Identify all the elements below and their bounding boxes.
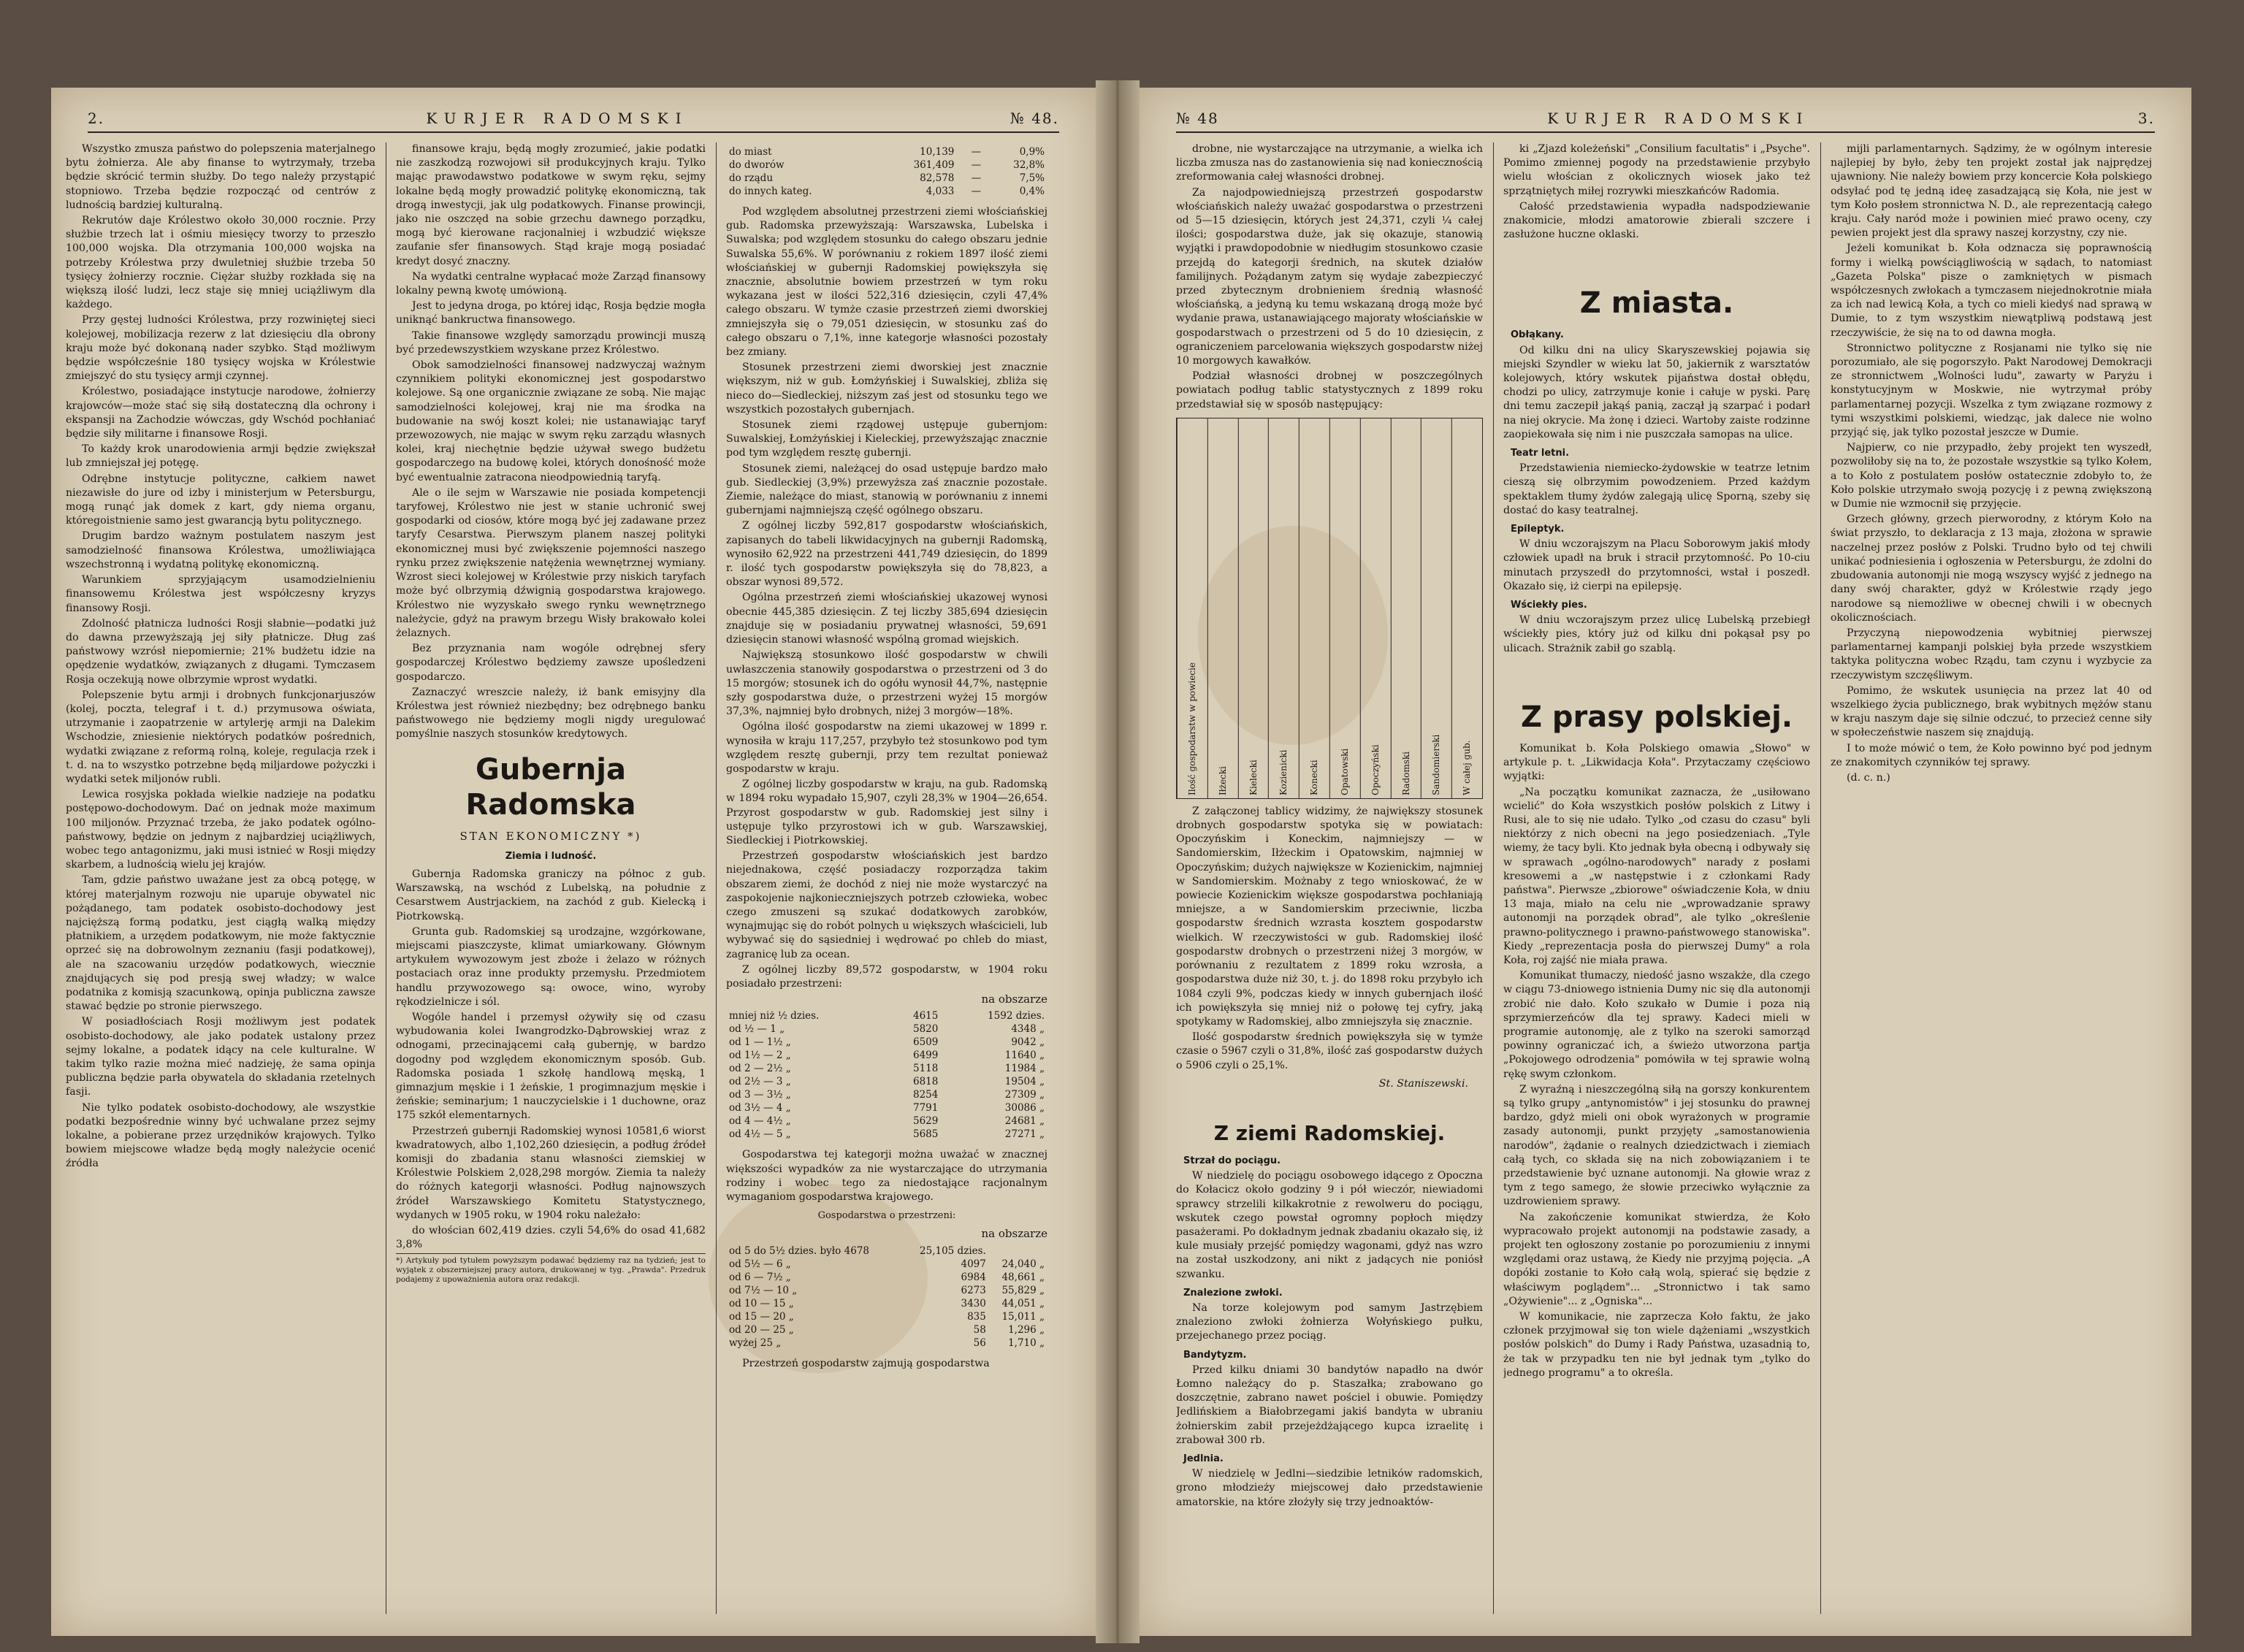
- table-cell: od 1½ — 2 „: [729, 1049, 791, 1062]
- paragraph: Zaznaczyć wreszcie należy, iż bank emisyjny dla Królestwa jest również niezbędny; bez odrębnego banku państwowego nie będziemy mogli nigdy uregulować pomyślnie naszych stosunków kredytowych.: [396, 686, 706, 741]
- paragraph: do włościan 602,419 dzies. czyli 54,6% do osad 41,682 3,8%: [396, 1225, 706, 1251]
- table-row: [726, 1075, 1047, 1088]
- table-cell: od 3½ — 4 „: [729, 1102, 791, 1114]
- table-cell: 58: [973, 1323, 986, 1336]
- table-cell: 25,105 dzies.: [920, 1244, 986, 1257]
- paragraph: Odrębne instytucje polityczne, całkiem nawet niezawisłe do jure od izby i ministerjum w Petersburgu, mogą runąć jak domek z kart, gdy niema organu, któregoistnienie samo jest gwarancją bytu politycznego.: [66, 473, 375, 527]
- table-row: [726, 1244, 1047, 1258]
- masthead: KURJER RADOMSKI: [426, 110, 689, 127]
- table-row: [726, 1128, 1047, 1141]
- paragraph: Tam, gdzie państwo uważane jest za obcą potęgę, w której materjalnym rozwoju nie uparuje obywatel nic pożądanego, tam podatek osobisto-dochodowy jest najcięższą formą podatku, jest ciągłą walką między płatnikiem, a urzędem podatkowym, nie może faktycznie oprzeć się na dobrowolnym zeznaniu (fasji podatkowej), ale na szacowaniu urzędów podatkowych, wiecznie znajdujących się pod presją swej władzy; w walce podatnika z komisją szacunkową, opinja publiczna zawsze stawać będzie po stronie pierwszego.: [66, 874, 375, 1013]
- paragraph: Podział własności drobnej w poszczególnych powiatach podług tablic statystycznych z 1899 roku przedstawiał się w sposób następujący:: [1176, 370, 1483, 410]
- table-column-header: Kozienicki: [1268, 418, 1299, 798]
- book-gutter: [1096, 80, 1140, 1643]
- table-cell: od 4 — 4½ „: [729, 1115, 791, 1128]
- table-cell: 55,829 „: [1001, 1284, 1045, 1296]
- news-heading: Bandytyzm.: [1183, 1349, 1247, 1361]
- paragraph: Wszystko zmusza państwo do polepszenia materjalnego bytu żołnierza. Ale aby finanse to wytrzymały, trzeba będzie skrócić termin służby. Do tego należy przystąpić stopniowo. Trzeba będzie rozpocząć od centrów z ludnością bardziej kulturalną.: [66, 143, 375, 211]
- article-subtitle: STAN EKONOMICZNY *): [459, 829, 642, 843]
- table-cell: —: [971, 146, 982, 158]
- paragraph: Pomimo, że wskutek usunięcia na przez lat 40 od wszelkiego życia publicznego, brak wybitnych mężów stanu w kraju naszym daje się silnie odczuć, to przecież cenne siły w społeczeństwie naszem się znajdują.: [1831, 684, 2152, 739]
- paragraph: Warunkiem sprzyjającym usamodzielnieniu finansowemu Królestwa jest współczesny kryzys finansowy Rosji.: [66, 574, 375, 614]
- table-row: [726, 1049, 1047, 1062]
- table-row: [726, 145, 1047, 158]
- page-header: [1176, 110, 2155, 133]
- table-cell: 1,710 „: [1008, 1336, 1045, 1349]
- left-page: [51, 88, 1096, 1636]
- table-cell: od 1 — 1½ „: [729, 1036, 791, 1049]
- table-cell: od 2 — 2½ „: [729, 1063, 791, 1075]
- table-cell: 5629: [913, 1115, 939, 1128]
- table-cell: od 4½ — 5 „: [729, 1128, 791, 1141]
- paragraph: Grzech główny, grzech pierworodny, z którym Koło na świat przyszło, to deklaracja z 13 maja, złożona w sprawie naczelnej przez posłów z Polski. Trudno było od tej chwili unikać podniesienia i ogłoszenia w Petersburgu, że zdolni do zbudowania autonomji nie mogą wszyscy wyjść z jednego na dany swój charakter, gdyż w Królestwie rządy jego narodowe są niemożliwe w obecnej chwili i w obecnych okolicznościach.: [1831, 513, 2152, 624]
- table-cell: 11984 „: [1004, 1063, 1045, 1075]
- paragraph: Na torze kolejowym pod samym Jastrzębiem znaleziono zwłoki żołnierza Wołyńskiego pułku, przejechanego przez pociąg.: [1176, 1301, 1483, 1342]
- table-cell: 4,033: [926, 186, 955, 197]
- news-heading: Wściekły pies.: [1511, 600, 1587, 611]
- table-row: [726, 158, 1047, 172]
- table-cell: 5820: [913, 1023, 939, 1036]
- table-cell: 24681 „: [1004, 1115, 1045, 1128]
- news-heading: Jedlnia.: [1183, 1453, 1224, 1464]
- table-cell: od 5½ — 6 „: [729, 1258, 791, 1270]
- table-cell: od 10 — 15 „: [729, 1297, 794, 1309]
- news-heading: Teatr letni.: [1511, 448, 1570, 459]
- table-column-header: W całej gub.: [1451, 418, 1482, 798]
- paragraph: Najpierw, co nie przypadło, żeby projekt ten wyszedł, pozwoliłoby się na to, że pozostałe wszystkie są tylko Kołem, a to Koło z postulatem posłów ostatecznie zdobyło to, że Koło polskie utrzymało swoją pozycję i z pewną zwiększoną w Dumie nie wzmocnił się przyjęcie.: [1831, 442, 2152, 510]
- table-cell: 6499: [913, 1049, 939, 1062]
- paragraph: Rekrutów daje Królestwo około 30,000 rocznie. Przy służbie trzech lat i ośmiu miesięcy tworzy to przeszło 100,000 wojska. Dla otrzymania 100,000 wojska na potrzeby Królestwa przy dwuletniej służbie trzeba 50 tysięcy żołnierzy rocznie. Ciężar służby rozkłada się na większą ilość ludzi, lecz staje się mniej uciążliwym dla każdego.: [66, 215, 375, 311]
- paragraph: Przed kilku dniami 30 bandytów napadło na dwór Łomno należący do p. Staszałka; zrabowano go doszczętnie, zabrano nawet pościel i obuwie. Pomiędzy Jedlińskiem a Białobrzegami jakiś bandyta w ubraniu żołnierskim zabił przejeżdżającego kupca izraelitę i zrabował 300 rb.: [1176, 1364, 1483, 1446]
- table-cell: 19504 „: [1004, 1076, 1045, 1088]
- column-2: [396, 142, 706, 1614]
- table-column-header: Opatowski: [1329, 418, 1360, 798]
- table-cell: 6818: [913, 1076, 939, 1088]
- right-page: [1140, 88, 2191, 1636]
- table-cell: 6273: [961, 1284, 986, 1296]
- column-1: [1176, 142, 1483, 1614]
- paragraph: „Na początku komunikat zaznacza, że „usiłowano wcielić" do Koła wszystkich posłów polskich z Litwy i Rusi, ale to się nie udało. Tylko „od czasu do czasu" byli niektórzy z nich obecni na jego posiedzeniach. „Tyle wiemy, że tacy byli. Kto jednak była obecną i odbywały się w sprawach „ogólno-narodowych" narady z posłami kresowemi a „w następstwie i z członkami Rady państwa". Pierwsze „zbiorowe" oświadczenie Koła, w dniu 13 maja, miało na celu nie „wprowadzanie sprawy autonomji na porządek obrad", ale tylko „określenie prawno-politycznego i prawno-państwowego stanowiska". Kiedy „reprezentacja posła do pierwszej Dumy" a rola Koła, roj zajść nie miała prawa.: [1503, 786, 1810, 966]
- paragraph: Z załączonej tablicy widzimy, że największy stosunek drobnych gospodarstw spotyka się w powiatach: Opoczyńskim i Koneckim, najmniejszy — w Sandomierskim, Iłżeckim i Opatowskim, najmniej w Opoczyńskim; dużych największe w Kozienickim, najmniej w Sandomierskim. Możnaby z tego wnioskować, że w powiecie Kozienickim większe gospodarstwa pochłaniają mniejsze, a w Sandomierskim przeciwnie, liczba gospodarstw średnich wzrasta kosztem gospodarstw wielkich. W rzeczywistości w gub. Radomskiej ilość gospodarstw drobnych o przestrzeni niżej 3 morgów, w porównaniu z rezultatem z 1899 roku wzrosła, a gospodarstwa duże niż 30, t. j. do 1898 roku przybyło ich 1084 czyli 9%, podczas kiedy w innych gubernjach ilość ich powiększyła się mniej niż o połowę tej cyfry, jaką spotykamy w Radomskiej, albo zmniejszyła się znacznie.: [1176, 805, 1483, 1028]
- table-cell: 7791: [913, 1102, 939, 1114]
- table-row: [726, 1284, 1047, 1297]
- paragraph: W dniu wczorajszym na Placu Soborowym jakiś młody człowiek upadł na bruk i stracił przytomność. Po 10-ciu minutach przyszedł do przytomności, wstał i poszedł. Okazało się, iż cierpi na epilepsję.: [1503, 538, 1810, 592]
- paragraph: W dniu wczorajszym przez ulicę Lubelską przebiegł wściekły pies, który już od kilku dni pokąsał psy po ulicach. Strażnik zabił go szablą.: [1503, 614, 1810, 654]
- paragraph: Takie finansowe względy samorządu prowincji muszą być przedewszystkiem wzyskane przez Królestwo.: [396, 329, 706, 356]
- table-cell: 9042 „: [1011, 1036, 1045, 1049]
- paragraph: Stronnictwo polityczne z Rosjanami nie tylko się nie porozumiało, ale się pogorszyło. Pakt Narodowej Demokracji ze stronnictwem „Wolności ludu", zawarty w Paryżu i konstytucyjnym w Moskwie, nie wytrzymał próby parlamentarnej pozycji. Wszelka z tym związane rozmowy z tymi wszystkimi polskiemi, wiedząc, jak dalece nie wolno przyjąć się, jak tylko pozostał jeszcze w Dumie.: [1831, 342, 2152, 439]
- table-cell: 24,040 „: [1001, 1258, 1045, 1270]
- paragraph: Polepszenie bytu armji i drobnych funkcjonarjuszów (kolej, poczta, telegraf i t. d.) przymusowa oświata, utrzymanie i zaopatrzenie w artylerję armji na Dalekim Wschodzie, zniesienie niektórych podatków pośrednich, wydatki związane z reformą rolną, koleje, regulacja rzek i t. d. na to wszystko potrzebne będą miljardowe pożyczki i wydatki setek miljonów rubli.: [66, 689, 375, 785]
- table-cell: 5118: [913, 1063, 939, 1075]
- table-row: [726, 1088, 1047, 1101]
- table-column-header: Sandomierski: [1421, 418, 1451, 798]
- district-table: [1176, 418, 1483, 799]
- table-cell: od 5 do 5½ dzies. było 4678: [729, 1244, 869, 1257]
- masthead: KURJER RADOMSKI: [1547, 110, 1810, 127]
- table-row: [726, 172, 1047, 185]
- table-caption: na obszarze: [981, 1227, 1047, 1241]
- table-cell: 0,4%: [1019, 186, 1045, 197]
- paragraph: Królestwo, posiadające instytucje narodowe, żołnierzy krajowców—może stać się siłą dostateczną dla ochrony i ekspansji na Zachodzie wówczas, gdy Wschód pochłaniać będzie siły militarne i finansowe Rosji.: [66, 386, 375, 440]
- table-cell: wyżej 25 „: [729, 1336, 782, 1349]
- table-column-header: Opoczyński: [1360, 418, 1391, 798]
- paragraph: Stosunek ziemi, należącej do osad ustępuje bardzo mało gub. Siedleckiej (3,9%) przewyższa zaś znacznie pozostałe. Ziemie, należące do miast, stanowią w porównaniu z innemi gubernjami najmniejszą część ogólnego obszaru.: [726, 462, 1047, 517]
- table-cell: 835: [967, 1310, 986, 1323]
- paragraph: Stosunek przestrzeni ziemi dworskiej jest znacznie większym, niż w gub. Łomżyńskiej i Suwalskiej, zbliża się nieco do—Siedleckiej, niższym zaś jest od stosunku tego we wszystkich pozostałych gubernjach.: [726, 362, 1047, 416]
- table-cell: 4348 „: [1011, 1023, 1045, 1036]
- paragraph: I to może mówić o tem, że Koło powinno być pod jednym ze znakomitych czynników tej sprawy.: [1831, 742, 2152, 768]
- paragraph: Jest to jedyna droga, po której idąc, Rosja będzie mogła uniknąć bankructwa finansowego.: [396, 300, 706, 326]
- paragraph: Bez przyznania nam wogóle odrębnej sfery gospodarczej Królestwo będziemy zawsze upośledzeni gospodarczo.: [396, 643, 706, 683]
- paragraph: Gubernja Radomska graniczy na północ z gub. Warszawską, na wschód z Lubelską, na południe z Cesarstwem Austrjackiem, na zachód z gub. Kielecką i Piotrkowską.: [396, 868, 706, 922]
- table-cell: 1592 dzies.: [988, 1010, 1045, 1022]
- paragraph: Lewica rosyjska pokłada wielkie nadzieje na podatku postępowo-dochodowym. Dać on jednak może maximum 100 miljonów. Przyznać trzeba, że jako podatek ogólno-państwowy, będzie on jednym z najbardziej uciążliwych, wobec tego antagonizmu, jaki musi istnieć w Rosji między skarbem, a ludnością wielu jej krajów.: [66, 789, 375, 871]
- table-cell: 11640 „: [1004, 1049, 1045, 1062]
- table-cell: od 7½ — 10 „: [729, 1284, 798, 1296]
- table-row: [726, 1036, 1047, 1049]
- ownership-table: [726, 145, 1047, 198]
- table-cell: 82,578: [920, 172, 955, 184]
- article-title: Z prasy polskiej.: [1520, 700, 1793, 734]
- table-cell: 48,661 „: [1001, 1271, 1045, 1283]
- table-cell: 1,296 „: [1008, 1323, 1045, 1336]
- paragraph: Stosunek ziemi rządowej ustępuje gubernjom: Suwalskiej, Łomżyńskiej i Kieleckiej, przewyższając znacznie pod tym względem resztę gubernji.: [726, 419, 1047, 459]
- article-title: Gubernja Radomska: [465, 752, 636, 822]
- table-cell: 27309 „: [1004, 1089, 1045, 1101]
- article-title: Z ziemi Radomskiej.: [1213, 1120, 1446, 1145]
- paragraph: mijli parlamentarnych. Sądzimy, że w ogólnym interesie najlepiej by było, żeby ten projekt został jak najprędzej ujawniony. Nie należy bowiem przy koncercie Koła polskiego odsyłać pod tę jedną ideę zasadzającą się Koła, nie jest w tym Koło posłem stronnictwa N. D., ale reprezentacją całego kraju. Cały naród może i powinien mieć prawo oceny, czy pewien projekt jest dla sprawy naszej korzystny, czy nie.: [1831, 143, 2152, 240]
- paragraph: finansowe kraju, będą mogły zrozumieć, jakie podatki nie zaszkodzą rozwojowi sił produkcyjnych kraju. Tylko mając prawodawstwo podatkowe w swym ręku, sejmy lokalne będą mogły prowadzić politykę ekonomiczną, tak drogą inwestycji, jak ulg podatkowych. Finanse prowincji, jako nie oszczęd na sobie grzechu dawnego porządku, mogą być kierowane racjonalniej i wzbudzić większe zaufanie sfer finansowych. Stąd kraje mogą posiadać kredyt dosyć znaczny.: [396, 143, 706, 267]
- table-cell: od 15 — 20 „: [729, 1310, 794, 1323]
- paragraph: W komunikacie, nie zaprzecza Koło faktu, że jako członek przyjmował się ton wiele dążeniami „wszystkich posłów polskich" do Dumy i Rady Państwa, uzasadnią to, że tak w przypadku ten nie był jednak tym „tylko do jednego programu" a to określa.: [1503, 1311, 1810, 1379]
- table-cell: do miast: [729, 146, 772, 158]
- table-cell: 8254: [913, 1089, 939, 1101]
- table-cell: do rządu: [729, 172, 774, 184]
- table-row: [726, 1258, 1047, 1271]
- paragraph: Na wydatki centralne wypłacać może Zarząd finansowy lokalny pewną kwotę umówioną.: [396, 270, 706, 297]
- farm-size-table: [726, 1009, 1047, 1141]
- table-cell: od 20 — 25 „: [729, 1323, 794, 1336]
- table-cell: od 2½ — 3 „: [729, 1076, 791, 1088]
- table-cell: 4615: [913, 1010, 939, 1022]
- table-cell: —: [971, 159, 982, 171]
- table-row: [726, 1101, 1047, 1114]
- table-column-header: Konecki: [1299, 418, 1329, 798]
- paragraph: Z ogólnej liczby gospodarstw w kraju, na gub. Radomską w 1894 roku wypadało 15,907, czyli 28,3% w 1904—26,654. Przyrost gospodarstw w gub. Radomskiej jest silny i ustępuje tylko przyrostowi ich w gub. Warszawskiej, Siedleckiej i Piotrkowskiej.: [726, 779, 1047, 846]
- table-column-header: Radomski: [1391, 418, 1421, 798]
- page-number: 3.: [2137, 110, 2155, 127]
- table-cell: 0,9%: [1019, 146, 1045, 158]
- news-heading: Epileptyk.: [1511, 524, 1565, 535]
- table-cell: do dworów: [729, 159, 785, 171]
- paragraph: W niedzielę do pociągu osobowego idącego z Opoczna do Kołacicz około godziny 9 i pół wieczór, niewiadomi sprawcy strzelili kilkakrotnie z rewolweru do pociągu, wskutek czego powstał ogromny popłoch między pasażerami. Po dokładnym jednak zbadaniu okazało się, iż kule musiały przejść pomiędzy wagonami, gdyż nas wzro na został uszkodzony, ani nikt z jadących nie poniósł szwanku.: [1176, 1170, 1483, 1280]
- table-column-header: Kielecki: [1238, 418, 1269, 798]
- column-divider: [1493, 142, 1494, 1614]
- author-signature: St. Staniszewski.: [1378, 1077, 1468, 1090]
- table-cell: 6509: [913, 1036, 939, 1049]
- paragraph: drobne, nie wystarczające na utrzymanie, a wielka ich liczba zmusza nas do zastanowienia się nad koniecznością zreformowania całej własności drobnej.: [1176, 143, 1483, 183]
- paragraph: Ogólna ilość gospodarstw na ziemi ukazowej w 1899 r. wynosiła w kraju 117,257, przybyło też stosunkowo pod tym względem resztę gubernji, przy tem rezultat ponieważ gospodarstw w kraju.: [726, 721, 1047, 775]
- issue-number: № 48: [1176, 110, 1219, 127]
- paragraph: Wogóle handel i przemysł ożywiły się od czasu wybudowania kolei Iwangrodzko-Dąbrowskiej wraz z odnogami, przecinającemi całą gubernję, w bardzo dogodny pod względem ekonomicznym sposób. Gub. Radomska posiada 1 szkołę handlową męską, 1 gimnazjum męskie i 1 żeńskie, 1 progimnazjum męskie i żeńskie; seminarjum; 1 nauczycielskie i 1 duchowne, oraz 175 szkół elementarnych.: [396, 1011, 706, 1122]
- paragraph: Ilość gospodarstw średnich powiększyła się w tymże czasie o 5967 czyli o 31,8%, ilość zaś gospodarstw dużych o 5906 czyli o 25,1%.: [1176, 1031, 1483, 1071]
- table-row: [726, 1310, 1047, 1323]
- paragraph: Z wyraźną i nieszczególną siłą na gorszy konkurentem są tylko grupy „antynomistów" i jej stosunku do prawnej bardzo, gdyż mieli oni obok wyrażonych w programie zasady autonomji, punkt przyjęty „samostanowienia narodów", żądanie o realnych dziedzictwach i ziemiach całą tych, co składa się na nich zobowiązaniem i te przedstawienie być uznane autonomji. Na głowie wraz z tym z tego samego, że słowie przeciwko wyłącznie za uzdrowieniem sprawy.: [1503, 1083, 1810, 1208]
- footnote: *) Artykuły pod tytułem powyższym podawać będziemy raz na tydzień; jest to wyjątek z obszerniejszej pracy autora, drukowanej w tyg. „Prawda". Przedruk podajemy z upoważnienia autora oraz redakcji.: [396, 1253, 706, 1285]
- table-caption: Gospodarstwa o przestrzeni:: [817, 1210, 956, 1222]
- paragraph: Pod względem absolutnej przestrzeni ziemi włościańskiej gub. Radomska przewyższają: Warszawska, Lubelska i Suwalska; pod względem stosunku do całego obszaru jednie Suwalska 55,6%. W porównaniu z rokiem 1897 ilość ziemi włościańskiej w gubernji Radomskiej powiększyła się znacznie, absolutnie bowiem przestrzeń w tym roku wykazana jest w ilości 522,316 dziesięcin, czyli 47,4% całego obszaru. W tymże czasie przestrzeń ziemi dworskiej zmniejszyła się o 79,051 dziesięcin, w stosunku zaś do całego obszaru o 7,1%, inne kategorje własności pozostały bez zmiany.: [726, 206, 1047, 359]
- paragraph: Na zakończenie komunikat stwierdza, że Koło wypracowało projekt autonomji na podstawie zasady, a projekt ten ogłoszony zostanie po porozumieniu z innymi względami oraz ustawą, że Kiedy nie przyjmą pojęcia. „A dopóki zostanie to Koło całą wolą, spierać się będzie z właściwym poglądem"... „Stronnictwo i tak samo „Ożywienie"... z „Ogniska"...: [1503, 1211, 1810, 1307]
- table-cell: —: [971, 172, 982, 184]
- table-cell: 6984: [961, 1271, 986, 1283]
- table-caption: na obszarze: [981, 993, 1047, 1006]
- paragraph: Z ogólnej liczby 592,817 gospodarstw włościańskich, zapisanych do tabeli likwidacyjnych na gubernji Radomską, wynosiło 62,922 na przestrzeni 441,749 dziesięcin, do 1899 r. ilość tych gospodarstw powiększyła się do 78,823, a obszar wynosi 89,572.: [726, 520, 1047, 589]
- paragraph: Największą stosunkowo ilość gospodarstw w chwili uwłaszczenia stanowiły gospodarstwa o przestrzeni od 3 do 15 morgów; stosunek ich do ogółu wynosił 44,7%, następnie szły gospodarstwa duże, o przestrzeni wyżej 15 morgów 37,3%, najmniej było drobnych, niżej 3 morgów—18%.: [726, 649, 1047, 718]
- paragraph: Gospodarstwa tej kategorji można uważać w znacznej większości wypadków za nie wystarczające do utrzymania rodziny i wobec tego za niedostające racjonalnym wymaganiom gospodarstwa krajowego.: [726, 1149, 1047, 1203]
- paragraph: Drugim bardzo ważnym postulatem naszym jest samodzielność finansowa Królestwa, umożliwiająca wszechstronną i wydatną politykę ekonomiczną.: [66, 530, 375, 570]
- table-cell: od ½ — 1 „: [729, 1023, 785, 1036]
- table-column-header: Ilość gospodarstw w powiecie: [1177, 418, 1207, 798]
- table-cell: 3430: [961, 1297, 986, 1309]
- paragraph: Przy gęstej ludności Królestwa, przy rozwiniętej sieci kolejowej, mobilizacja rezerw z lat dziesięciu dla obrony kraju może być dokonaną nader szybko. Stąd możliwym będzie współcześnie 180 tysięcy wojska w Królestwie zmiejszyć do stu tysięcy armji czynnej.: [66, 314, 375, 383]
- table-cell: 4097: [961, 1258, 986, 1270]
- table-cell: 7,5%: [1019, 172, 1045, 184]
- paragraph: Jeżeli komunikat b. Koła odznacza się poprawnością formy i wielką powściągliwością w sądach, to natomiast „Gazeta Polska" pisze o zamkniętych w pismach współczesnych zwłokach a tymczasem niejednokrotnie miała za ich nad lewicą Koła, a tych co mieli kiedyś nad sprawą w Dumie, to z tym wszystkim niewątpliwą podstawą jest rzeczywiście, że się na to od dawna mogła.: [1831, 242, 2152, 339]
- news-heading: Znalezione zwłoki.: [1183, 1287, 1283, 1299]
- paragraph: Komunikat tłumaczy, niedość jasno wszakże, dla czego w ciągu 73-dniowego istnienia Dumy nic się dla autonomji zrobić nie dało. Koło szukało w Dumie i poza nią sprzymierzeńców dla tej sprawy. Kadeci mieli w programie autonomję, ale z tylko na szeroki samorząd powinny ograniczać ich, a świeżo utworzona partja „Pokojowego odrodzenia" pomówiła w tej sprawie wolną rękę swym członkom.: [1503, 970, 1810, 1080]
- issue-number: № 48.: [1010, 110, 1059, 127]
- paragraph: Całość przedstawienia wypadła nadspodziewanie znakomicie, młodzi amatorowie zbierali szczere i zasłużone huczne oklaski.: [1503, 200, 1810, 241]
- table-row: [726, 1323, 1047, 1336]
- article-title: Z miasta.: [1579, 286, 1734, 321]
- paragraph: Z ogólnej liczby 89,572 gospodarstw, w 1904 roku posiadało przestrzeni:: [726, 963, 1047, 990]
- paragraph: Za najodpowiedniejszą przestrzeń gospodarstw włościańskich należy uważać gospodarstwa o przestrzeni od 5—15 dziesięcin, których jest 24,371, czyli ¼ całej ilości; gospodarstwa duże, jak się okazuje, stanowią wyjątki i prawdopodobnie w niedługim stosunkowo czasie przejdą do kategorji średnich, na skutek działów familijnych. Pożądanym zatym się wydaje zabezpieczyć przed zbytecznym drobnieniem średnią własność włościańską, a jedyną ku temu wskazaną drogą może być wydanie prawa, ustanawiającego majoraty włościańskie w gospodarstwach o przestrzeni od 5 do 10 dziesięcin, z ograniczeniem parcelowania większych gospodarstw niżej 10 morgowych kawałków.: [1176, 186, 1483, 367]
- table-row: [726, 1297, 1047, 1310]
- column-3: [726, 142, 1047, 1614]
- farm-size-table-2: [726, 1244, 1047, 1350]
- table-cell: 5685: [913, 1128, 939, 1141]
- table-row: [726, 1114, 1047, 1128]
- paragraph: Obok samodzielności finansowej nadzwyczaj ważnym czynnikiem polityki ekonomicznej jest gospodarstwo kolejowe. Są one organicznie związane ze sobą. Nie mając samodzielności kolejowej, kraj nie ma środka na budowanie na swój koszt kolei; nie ustanawiając taryf przewozowych, nie mając w swym ręku zarządu własnych kolei, kraj niechętnie będzie używał swego budżetu gospodarczego na budowę kolei, których donośność może być ewentualnie zatracona nieodpowiednią taryfą.: [396, 359, 706, 483]
- paragraph: Przestrzeń gospodarstw włościańskich jest bardzo niejednakowa, część posiadaczy rozporządza takim obszarem ziemi, że dochód z niej nie może wystarczyć na zaspokojenie najkonieczniejszych potrzeb człowieka, wobec czego zmuszeni są szukać dodatkowych zarobków, wynajmując się do robót polnych u większych właścicieli, lub wybywać się do sąsiedniej i wędrować po chleb do miast, zagranicę lub za ocean.: [726, 850, 1047, 960]
- table-cell: mniej niż ½ dzies.: [729, 1010, 820, 1022]
- table-cell: 56: [973, 1336, 986, 1349]
- paragraph: Ale o ile sejm w Warszawie nie posiada kompetencji taryfowej, Królestwo nie jest w stanie uchronić swej gospodarki od ciosów, które mogą być jej zadawane przez taryfy Cesarstwa. Pierwszym planem naszej polityki ekonomicznej musi być zwiększenie pojemności naszego rynku przez zwiększenie natężenia wewnętrznej wymiany. Wzrost sieci kolejowej w Królestwie przy niskich taryfach może być olbrzymią dźwignią gospodarstwa krajowego. Królestwo nie wyzyskało swego rynku wewnętrznego należycie, gdyż na prawym brzegu Wisły brakowało kolei żelaznych.: [396, 486, 706, 639]
- table-row: [726, 1271, 1047, 1284]
- column-divider: [1820, 142, 1821, 1614]
- table-cell: od 6 — 7½ „: [729, 1271, 791, 1283]
- column-divider: [716, 142, 717, 1614]
- table-cell: 27271 „: [1004, 1128, 1045, 1141]
- table-row: [726, 1336, 1047, 1350]
- paragraph: Ogólna przestrzeń ziemi włościańskiej ukazowej wynosi obecnie 445,385 dziesięcin. Z tej liczby 385,694 dziesięcin znajduje się w posiadaniu prywatnej własności, 59,691 dziesięcin stanowi własność wspólną gromad wiejskich.: [726, 592, 1047, 646]
- column-1: [66, 142, 375, 1614]
- table-cell: od 3 — 3½ „: [729, 1089, 791, 1101]
- news-heading: Obłąkany.: [1511, 329, 1564, 341]
- paragraph: W niedzielę w Jedlni—siedzibie letników radomskich, grono młodzieży miejscowej dało przedstawienie amatorskie, na które złożyły się trzy jednoaktów-: [1176, 1468, 1483, 1508]
- table-cell: 10,139: [920, 146, 955, 158]
- page-number: 2.: [88, 110, 105, 127]
- paragraph: W posiadłościach Rosji możliwym jest podatek osobisto-dochodowy, ale jako podatek ustalony przez sejmy lokalne, a podatek idący na cele kulturalne. W takim tylko razie można mieć nadzieję, że sama opinja publiczna będzie parła obywatela do składania rzetelnych fasji.: [66, 1016, 375, 1098]
- table-cell: 361,409: [913, 159, 955, 171]
- table-cell: —: [971, 186, 982, 197]
- table-cell: 32,8%: [1013, 159, 1045, 171]
- news-heading: Strzał do pociągu.: [1183, 1155, 1281, 1166]
- paragraph: Nie tylko podatek osobisto-dochodowy, ale wszystkie podatki bezpośrednie winny być uchwalane przez sejmy lokalne, a pobierane przez urzędników krajowych. Tylko bowiem miejscowe władze będą mogły należycie ocenić źródła: [66, 1101, 375, 1170]
- paragraph: ki „Zjazd koleżeński" „Consilium facultatis" i „Psyche". Pomimo zmiennej pogody na przedstawienie przybyło wielu włościan z okolicznych wiosek jako też sprzątniętych miłej rozrywki mieszkańców Radomia.: [1503, 143, 1810, 197]
- paragraph: Od kilku dni na ulicy Skaryszewskiej pojawia się miejski Szyndler w wieku lat 50, jakiernik z warsztatów kolejowych, który wskutek pijaństwa dostał obłędu, chodzi po ulicy, zatrzymuje konie i całuje w pyski. Parę dni temu zaczepił jakąś panią, zaczął ją szarpać i podarł na niej okrycie. Ma żonę i dzieci. Wartoby zaiste rodzinne zaopiekowała się nim i nie puszczała samopas na ulice.: [1503, 344, 1810, 440]
- column-2: [1503, 142, 1810, 1614]
- paragraph: Zdolność płatnicza ludności Rosji słabnie—podatki już do dawna przewyższają jej siły płatnicze. Dług zaś państwowy wzrósł niepomiernie; 21% budżetu idzie na opędzenie wydatków, związanych z długami. Tymczasem Rosja oczekują nowe olbrzymie wprost wydatki.: [66, 617, 375, 686]
- table-cell: do innych kateg.: [729, 186, 812, 197]
- paragraph: Przestrzeń gubernji Radomskiej wynosi 10581,6 wiorst kwadratowych, albo 1,102,260 dziesięcin, a podług źródeł komisji do zbadania stanu własności ziemskiej w Królestwie Polskiem 2,028,298 morgów. Ziemia ta należy do różnych kategorji własności. Podług najnowszych źródeł Warszawskiego Komitetu Statystycznego, wydanych w 1905 roku, w 1904 roku należało:: [396, 1125, 706, 1221]
- paragraph: Komunikat b. Koła Polskiego omawia „Słowo" w artykule p. t. „Likwidacja Koła". Przytaczamy częściowo wyjątki:: [1503, 742, 1810, 783]
- page-header: [88, 110, 1059, 133]
- table-cell: 15,011 „: [1001, 1310, 1045, 1323]
- table-row: [726, 1022, 1047, 1036]
- paragraph: Przestrzeń gospodarstw zajmują gospodarstwa: [742, 1357, 990, 1369]
- paragraph: To każdy krok unarodowienia armji będzie zwiększał lub zmniejszał jej potęgę.: [66, 443, 375, 470]
- table-row: [726, 1062, 1047, 1075]
- table-row: [726, 185, 1047, 198]
- table-cell: 44,051 „: [1001, 1297, 1045, 1309]
- table-cell: 30086 „: [1004, 1102, 1045, 1114]
- column-3: [1831, 142, 2152, 1614]
- table-column-header: Iłżecki: [1207, 418, 1238, 798]
- table-row: [726, 1009, 1047, 1022]
- paragraph: Przyczyną niepowodzenia wybitniej pierwszej parlamentarnej kampanji polskiej była przede wszystkiem taktyka polityczna wobec Rządu, tam czynu i wyzbycie za rzeczywistym szczęśliwym.: [1831, 627, 2152, 681]
- paragraph: (d. c. n.): [1847, 771, 1890, 784]
- section-heading: Ziemia i ludność.: [505, 850, 597, 862]
- paragraph: Grunta gub. Radomskiej są urodzajne, wzgórkowane, miejscami piaszczyste, klimat umiarkowany. Głównym artykułem wywozowym jest zboże i żelazo w różnych postaciach oraz inne produkty przemysłu. Przedmiotem handlu przywozowego są: owoce, wino, wyroby rękodzielnicze i sól.: [396, 925, 706, 1008]
- paragraph: Przedstawienia niemiecko-żydowskie w teatrze letnim cieszą się olbrzymim powodzeniem. Przed każdym spektaklem tłumy żydów zalegają ulicę Sporną, szeby się dostać do kasy teatralnej.: [1503, 462, 1810, 516]
